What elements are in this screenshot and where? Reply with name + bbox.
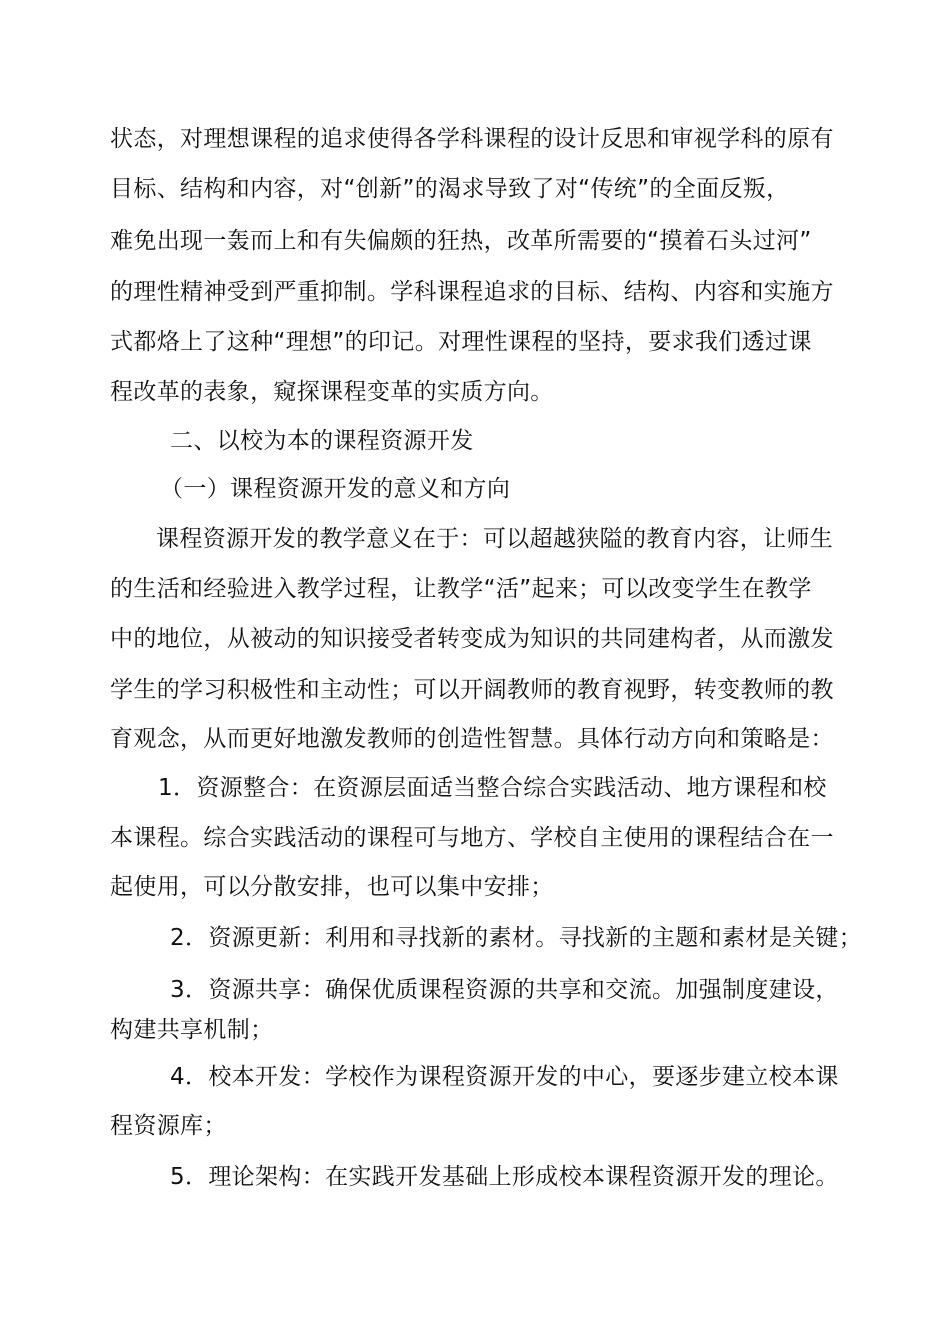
body-text-line: 的理性精神受到严重抑制。学科课程追求的目标、结构、内容和实施方 xyxy=(110,279,834,305)
body-text-line: 程改革的表象，窥探课程变革的实质方向。 xyxy=(110,379,554,405)
body-text-line: 中的地位，从被动的知识接受者转变成为知识的共同建构者，从而激发 xyxy=(110,626,834,652)
body-text-line: 状态，对理想课程的追求使得各学科课程的设计反思和审视学科的原有 xyxy=(110,126,834,152)
body-text-line: 课程资源开发的教学意义在于：可以超越狭隘的教育内容，让师生 xyxy=(156,526,834,552)
list-item-line: 2．资源更新：利用和寻找新的素材。寻找新的主题和素材是关键； xyxy=(170,925,863,951)
list-item-line: 3．资源共享：确保优质课程资源的共享和交流。加强制度建设， xyxy=(170,977,839,1003)
list-item-line: 程资源库； xyxy=(110,1113,227,1139)
list-item-line: 4．校本开发：学校作为课程资源开发的中心，要逐步建立校本课 xyxy=(170,1064,839,1090)
body-text-line: 目标、结构和内容，对“创新”的渴求导致了对“传统”的全面反叛， xyxy=(110,176,790,202)
list-item-line: 1．资源整合：在资源层面适当整合综合实践活动、地方课程和校 xyxy=(158,775,827,801)
body-text-line: 育观念，从而更好地激发教师的创造性智慧。具体行动方向和策略是： xyxy=(110,726,834,752)
body-text-line: 难免出现一轰而上和有失偏颇的狂热，改革所需要的“摸着石头过河” xyxy=(110,228,812,254)
body-text-line: 式都烙上了这种“理想”的印记。对理性课程的坚持，要求我们透过课 xyxy=(110,329,812,355)
body-text-line: 的生活和经验进入教学过程，让教学“活”起来；可以改变学生在教学 xyxy=(110,576,812,602)
subsection-heading: （一）课程资源开发的意义和方向 xyxy=(160,476,511,502)
body-text-line: 学生的学习积极性和主动性；可以开阔教师的教育视野，转变教师的教 xyxy=(110,677,834,703)
list-item-line: 构建共享机制； xyxy=(110,1017,274,1043)
list-item-line: 5．理论架构：在实践开发基础上形成校本课程资源开发的理论。 xyxy=(170,1164,839,1190)
list-item-line: 本课程。综合实践活动的课程可与地方、学校自主使用的课程结合在一 xyxy=(110,825,834,851)
list-item-line: 起使用，可以分散安排，也可以集中安排； xyxy=(110,874,554,900)
section-heading: 二、以校为本的课程资源开发 xyxy=(170,428,474,454)
